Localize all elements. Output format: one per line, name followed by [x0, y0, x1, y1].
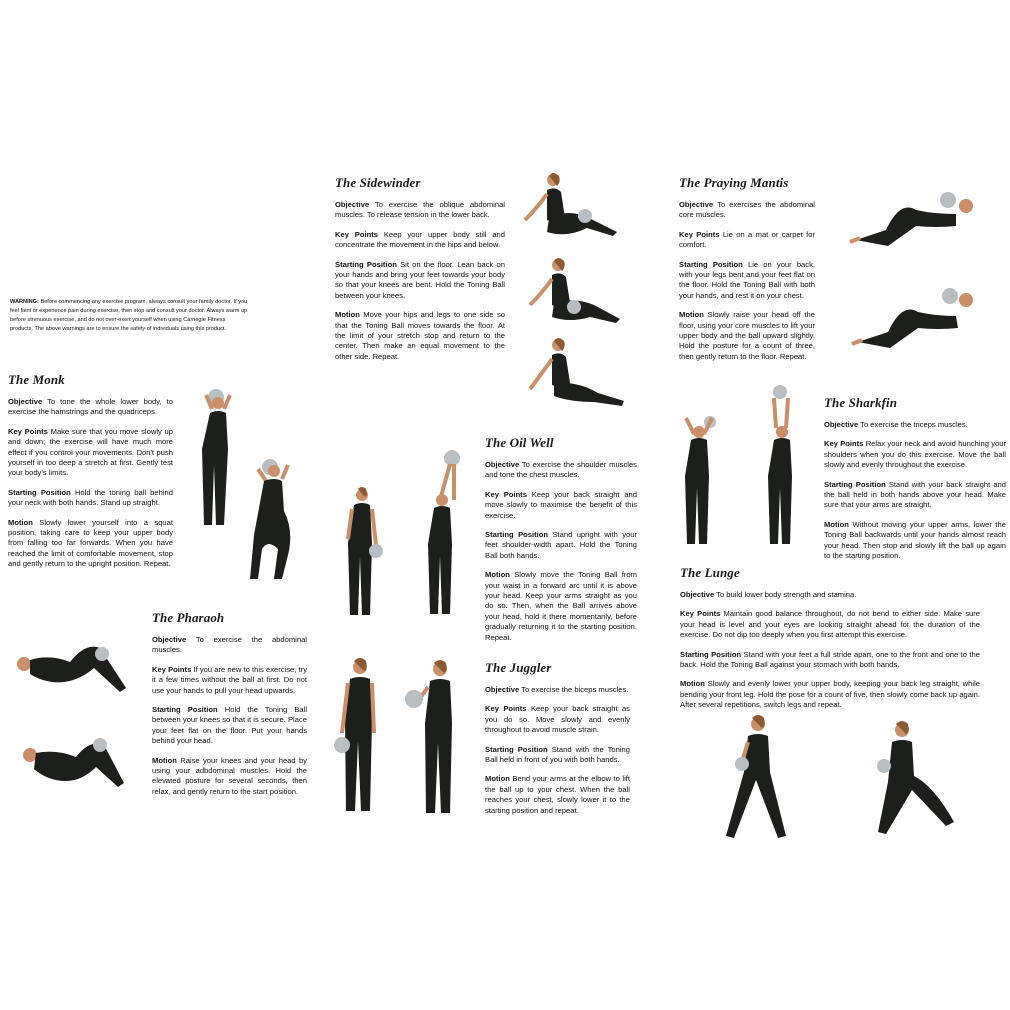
exercise-praying-mantis: [679, 175, 815, 371]
objective-text: To exercises the abdominal core muscles.: [679, 200, 815, 220]
exercise-monk: [8, 372, 173, 579]
exercise-oil-well: [485, 435, 637, 652]
exercise-title: The Praying Mantis: [679, 175, 789, 190]
motion-label: Motion: [680, 679, 705, 689]
exercise-title: The Pharaoh: [152, 610, 225, 625]
motion-text: Slowly and evenly lower your upper body, keeping your back leg straight, while bending your front leg. Hold the pose for a count of five, then slowly come back up again. After several repetitions, switch legs and repeat.: [680, 679, 980, 710]
start-paragraph: [824, 480, 1006, 511]
sharkfin-figure-1: [678, 410, 723, 550]
objective-paragraph: [152, 635, 307, 656]
motion-paragraph: [824, 520, 1006, 562]
exercise-title: The Lunge: [680, 565, 740, 580]
keypoints-paragraph: [335, 230, 505, 251]
keypoints-label: Key Points: [335, 229, 378, 239]
keypoints-text: Lie on a mat or carpet for comfort.: [679, 229, 815, 250]
exercise-title: The Sharkfin: [824, 395, 898, 410]
objective-text: To tone the whole lower body, to exercise the hamstrings and the quadriceps.: [8, 397, 173, 417]
keypoints-label: Key Points: [680, 609, 721, 619]
keypoints-text: Keep your upper body still and concentrate the movement in the hips and below.: [335, 229, 505, 250]
keypoints-paragraph: [152, 665, 307, 696]
keypoints-paragraph: [8, 427, 173, 479]
objective-paragraph: [680, 590, 980, 600]
motion-text: Slowly lower yourself into a squat position, taking care to keep your upper body from falling too far forwards. When you have reached the limit of comfortable movement, stop and gently return to the upright position. Repeat.: [8, 517, 173, 569]
motion-label: Motion: [152, 755, 177, 765]
keypoints-label: Key Points: [8, 426, 48, 436]
exercise-title: The Sidewinder: [335, 175, 421, 190]
pharaoh-figure-1: [10, 640, 130, 700]
sidewinder-figure-3: [520, 335, 630, 415]
objective-paragraph: [485, 685, 630, 695]
start-text: Stand upright with your feet shoulder-width apart. Hold the Toning Ball both hands.: [485, 530, 637, 560]
pharaoh-figure-2: [18, 735, 128, 795]
keypoints-text: Keep your back straight as you do so. Move slowly and evenly throughout to avoid muscle strain.: [485, 704, 630, 735]
motion-paragraph: [679, 310, 815, 362]
objective-text: To exercise the triceps muscles.: [860, 420, 968, 429]
start-label: Starting Position: [8, 487, 71, 497]
motion-paragraph: [680, 679, 980, 710]
start-text: Hold the toning ball behind your neck with both hands. Stand up straight.: [8, 487, 173, 508]
objective-text: To exercise the abdominal muscles.: [152, 635, 307, 655]
motion-label: Motion: [8, 517, 33, 527]
keypoints-text: If you are new to this exercise, try it a few times without the ball at first. Do not use your hands to pull your head upwards.: [152, 664, 307, 695]
motion-label: Motion: [679, 310, 704, 320]
objective-paragraph: [335, 200, 505, 221]
start-paragraph: [485, 745, 630, 766]
warning-text-block: [10, 298, 250, 334]
monk-figure-standing: [192, 385, 242, 535]
objective-text: To build lower body strength and stamina.: [716, 590, 857, 599]
objective-paragraph: [679, 200, 815, 221]
oil-well-figure-2: [418, 448, 468, 618]
motion-paragraph: [485, 774, 630, 816]
keypoints-paragraph: [680, 609, 980, 640]
keypoints-label: Key Points: [485, 489, 527, 499]
start-text: Sit on the floor. Lean back on your hands and bring your feet towards your body so that your knees are bent. Hold the Toning Ball between your knees.: [335, 259, 505, 300]
exercise-title: The Oil Well: [485, 435, 554, 450]
motion-paragraph: [152, 756, 307, 798]
motion-text: Slowly raise your head off the floor, using your core muscles to lift your upper body and the ball upward slightly. Hold the posture for a count of three, then gently return to the floor. Repeat.: [679, 310, 815, 361]
start-label: Starting Position: [152, 705, 218, 715]
start-text: Hold the Toning Ball between your knees so that it is secure. Place your feet flat on the floor. Put your hands behind your head.: [152, 705, 308, 746]
objective-text: To exercise the oblique abdominal muscles. To release tension in the lower back.: [335, 200, 505, 220]
exercise-lunge: [680, 565, 980, 720]
start-label: Starting Position: [335, 259, 397, 269]
objective-label: Objective: [679, 200, 714, 209]
objective-text: To exercise the shoulder muscles and tone the chest muscles.: [485, 460, 637, 480]
objective-label: Objective: [8, 397, 43, 406]
keypoints-paragraph: [679, 230, 815, 251]
monk-figure-squat: [248, 455, 298, 585]
objective-paragraph: [8, 397, 173, 418]
keypoints-label: Key Points: [152, 664, 192, 674]
start-paragraph: [679, 260, 815, 302]
exercise-sharkfin: [824, 395, 1006, 570]
start-label: Starting Position: [680, 649, 742, 659]
motion-text: Bend your arms at the elbow to lift the ball up to your chest. When the ball reaches your chest, slowly lower it to the starting position and repeat.: [485, 774, 630, 815]
objective-label: Objective: [152, 635, 187, 644]
start-text: Lie on your back, with your legs bent and your feet flat on the floor. Hold the Toning Ball with both your hands, and rest it on your chest.: [679, 259, 815, 300]
start-paragraph: [335, 260, 505, 302]
motion-paragraph: [8, 518, 173, 570]
objective-label: Objective: [485, 685, 520, 694]
start-paragraph: [152, 705, 307, 747]
start-label: Starting Position: [679, 259, 743, 269]
exercise-title: The Monk: [8, 372, 65, 387]
praying-mantis-figure-1: [848, 180, 978, 250]
warning-label: WARNING:: [10, 299, 39, 305]
keypoints-text: Relax your neck and avoid hunching your shoulders when you do this exercise. Move the ball slowly and evenly throughout the exercise.: [824, 439, 1006, 470]
motion-label: Motion: [824, 519, 849, 529]
keypoints-label: Key Points: [824, 439, 864, 449]
motion-text: Move your hips and legs to one side so that the Toning Ball moves towards the floor. At the limit of your stretch stop and return to the center. Then make an equal movement to the other side. Repeat.: [335, 310, 505, 361]
start-label: Starting Position: [485, 530, 549, 540]
sidewinder-figure-2: [520, 255, 625, 335]
objective-label: Objective: [335, 200, 370, 209]
keypoints-text: Keep your back straight and move slowly to maximise the benefit of this exercise.: [485, 489, 637, 520]
start-paragraph: [485, 530, 637, 561]
keypoints-label: Key Points: [485, 704, 527, 714]
warning-text: Before commencing any exercise program, always consult your family doctor. If you feel faint or experience pain during exercise, then stop and consult your doctor. Always warm up before strenuous exercise, and do not over-exert yourself when using Carnegie Fitness products. The above warnings are to ensure the safety of individuals using this product.: [10, 299, 248, 332]
exercise-sidewinder: [335, 175, 505, 371]
start-label: Starting Position: [824, 479, 886, 489]
motion-label: Motion: [485, 774, 510, 784]
exercise-juggler: [485, 660, 630, 825]
sharkfin-figure-2: [762, 382, 807, 550]
motion-paragraph: [485, 570, 637, 643]
start-label: Starting Position: [485, 744, 548, 754]
start-text: Stand with the Toning Ball held in front of you with both hands.: [485, 744, 630, 765]
juggler-figure-2: [402, 655, 462, 820]
objective-paragraph: [824, 420, 1006, 430]
motion-text: Raise your knees and your head by using your adbdominal muscles. Hold the elevated posture for several seconds, then relax, and gently return to the start position.: [152, 755, 307, 796]
exercise-title: The Juggler: [485, 660, 552, 675]
start-text: Stand with your back straight and the ball held in both hands above your head. Make sure that your arms are straight.: [824, 479, 1006, 510]
objective-label: Objective: [485, 460, 520, 469]
juggler-figure-1: [330, 655, 385, 820]
motion-label: Motion: [485, 570, 510, 580]
keypoints-paragraph: [485, 490, 637, 521]
keypoints-label: Key Points: [679, 229, 720, 239]
exercise-pharaoh: [152, 610, 307, 806]
objective-label: Objective: [824, 420, 859, 429]
start-text: Stand with your feet a full stride apart, one to the front and one to the back. Hold the Toning Ball against your stomach with both hands.: [680, 649, 980, 670]
motion-text: Slowly move the Toning Ball from your waist in a forward arc until it is above your head. Keep your arms straight as you do so. Then, when the Ball arrives above your head, hold it there momentarily, before gradually returning it to the starting position. Repeat.: [485, 570, 637, 642]
keypoints-text: Maintain good balance throughout, do not bend to either side. Make sure your head is level and your eyes are looking straight ahead for the duration of the exercise. Do not dip too deeply when you first attempt this exercise.: [680, 609, 980, 640]
lunge-figure-1: [710, 712, 795, 842]
keypoints-paragraph: [824, 439, 1006, 470]
objective-paragraph: [485, 460, 637, 481]
oil-well-figure-1: [338, 485, 388, 620]
keypoints-text: Make sure that you move slowly up and down; the exercise will have much more effect if you control your movements. Don't push yourself in too deep a stretch at first. Gently test your body's limits.: [8, 426, 173, 478]
sidewinder-figure-1: [515, 172, 625, 252]
objective-label: Objective: [680, 590, 715, 599]
motion-label: Motion: [335, 310, 360, 320]
praying-mantis-figure-2: [850, 282, 980, 352]
objective-text: To exercise the biceps muscles.: [521, 685, 629, 694]
motion-paragraph: [335, 310, 505, 362]
start-paragraph: [8, 488, 173, 509]
start-paragraph: [680, 650, 980, 671]
lunge-figure-2: [862, 718, 957, 838]
keypoints-paragraph: [485, 704, 630, 735]
motion-text: Without moving your upper arms, lower the Toning Ball backwards until your hands almost reach your head. Then stop and slowly lift the ball up again to the starting position.: [824, 519, 1006, 561]
